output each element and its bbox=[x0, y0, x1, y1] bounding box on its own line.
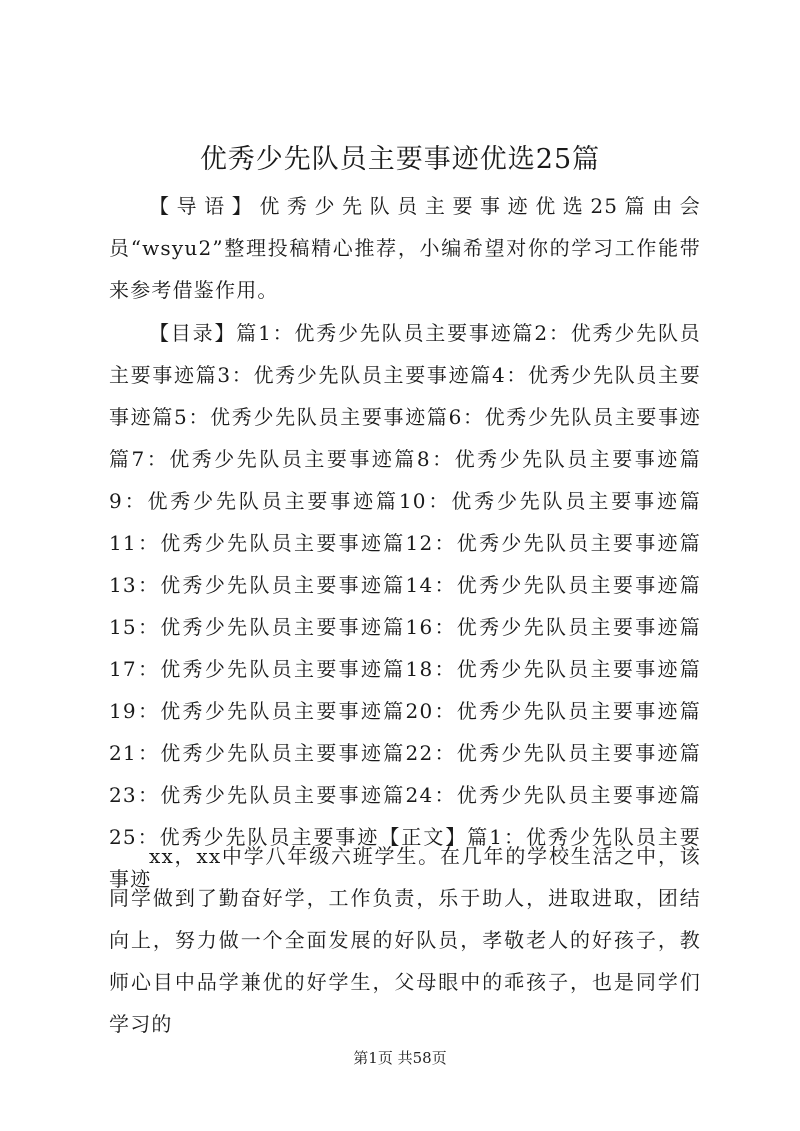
document-title: 优秀少先队员主要事迹优选25篇 bbox=[199, 144, 601, 175]
intro-paragraph: 【导语】优秀少先队员主要事迹优选25篇由会员“wsyu2”整理投稿精心推荐，小编希望对你的学习工作能带来参考借鉴作用。 bbox=[109, 194, 701, 302]
table-of-contents-paragraph: 【目录】篇1：优秀少先队员主要事迹篇2：优秀少先队员主要事迹篇3：优秀少先队员主要事迹篇4：优秀少先队员主要事迹篇5：优秀少先队员主要事迹篇6：优秀少先队员主要事迹篇7：优秀少先队员主要事迹篇8：优秀少先队员主要事迹篇9：优秀少先队员主要事迹篇10：优秀少先队员主要事迹篇11：优秀少先队员主要事迹篇12：优秀少先队员主要事迹篇13：优秀少先队员主要事迹篇14：优秀少先队员主要事迹篇15：优秀少先队员主要事迹篇16：优秀少先队员主要事迹篇17：优秀少先队员主要事迹篇18：优秀少先队员主要事迹篇19：优秀少先队员主要事迹篇20：优秀少先队员主要事迹篇21：优秀少先队员主要事迹篇22：优秀少先队员主要事迹篇23：优秀少先队员主要事迹篇24：优秀少先队员主要事迹篇25：优秀少先队员主要事迹【正文】篇1：优秀少先队员主要事迹 bbox=[109, 321, 701, 891]
body-paragraph: xx，xx中学八年级六班学生。在几年的学校生活之中，该同学做到了勤奋好学，工作负责，乐于助人，进取进取，团结向上，努力做一个全面发展的好队员，孝敬老人的好孩子，教师心目中品学兼优的好学生，父母眼中的乖孩子，也是同学们学习的 bbox=[109, 844, 701, 1036]
page-number-label: 第1页 共58页 bbox=[353, 1049, 447, 1067]
page-footer bbox=[0, 1048, 800, 1068]
